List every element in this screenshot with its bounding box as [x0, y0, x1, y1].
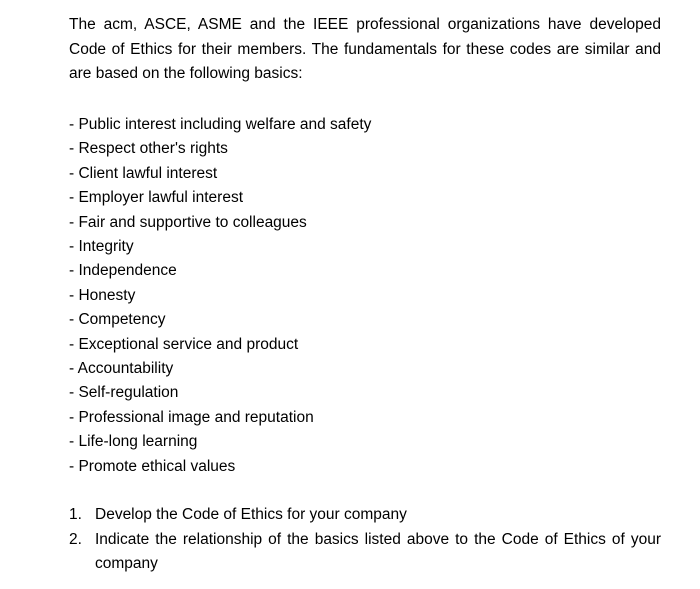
basics-item: - Respect other's rights [69, 140, 228, 158]
basics-item: - Independence [69, 262, 177, 280]
basics-item: - Client lawful interest [69, 164, 218, 182]
basics-item: - Public interest including welfare and safety [69, 116, 372, 133]
basics-item: - Employer lawful interest [69, 189, 244, 207]
basics-item: - Honesty [69, 286, 136, 304]
basics-list [69, 113, 629, 479]
basics-item: - Promote ethical values [69, 457, 236, 475]
basics-item: - Life-long learning [69, 433, 198, 451]
task-text: Develop the Code of Ethics for your company [95, 506, 407, 523]
basics-item: - Professional image and reputation [69, 408, 314, 426]
task-number: 1. [69, 506, 82, 523]
task-item [69, 528, 661, 577]
basics-item: - Accountability [69, 360, 174, 378]
task-number: 2. [69, 530, 82, 548]
basics-item: - Self-regulation [69, 384, 179, 402]
task-list [69, 503, 661, 577]
task-item [69, 503, 661, 528]
basics-item: - Integrity [69, 238, 134, 256]
intro-paragraph: The acm, ASCE, ASME and the IEEE professional organizations have developed Code of Ethics for their members. The fundamentals for these codes are similar and are based on the following basics: [69, 16, 661, 82]
basics-item: - Fair and supportive to colleagues [69, 213, 307, 231]
basics-item: - Competency [69, 311, 166, 329]
task-text: Indicate the relationship of the basics listed above to the Code of Ethics of your company [95, 530, 661, 572]
basics-item: - Exceptional service and product [69, 335, 299, 353]
